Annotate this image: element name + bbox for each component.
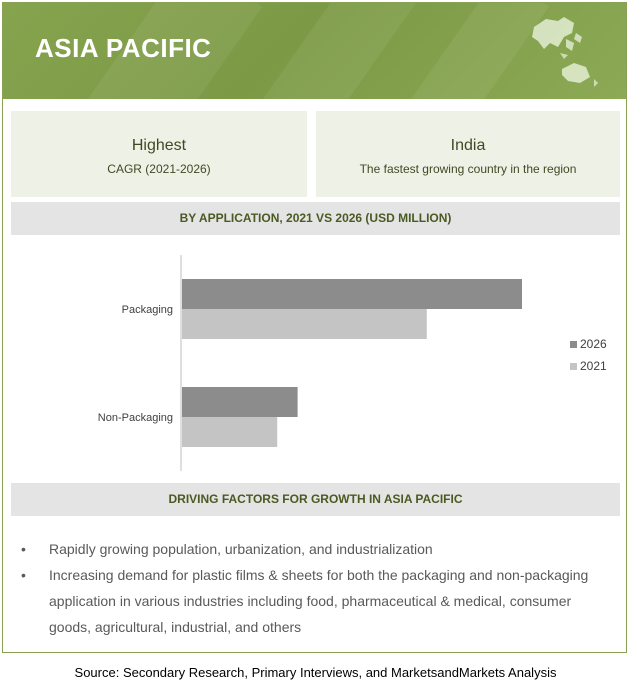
infographic-frame: [2, 2, 627, 653]
legend-label-2026: 2026: [580, 337, 607, 351]
bar-non-packaging-2026: [182, 387, 298, 417]
list-item: [21, 562, 611, 640]
highlight-card-cagr: [11, 111, 307, 197]
source-note: Source: Secondary Research, Primary Interviews, and MarketsandMarkets Analysis: [74, 665, 557, 680]
bar-non-packaging-2021: [182, 417, 277, 447]
chart-header: BY APPLICATION, 2021 VS 2026 (USD MILLION): [11, 202, 620, 235]
application-bar-chart: [3, 243, 627, 483]
legend-label-2021: 2021: [580, 359, 607, 373]
card-subtext: CAGR (2021-2026): [107, 162, 211, 176]
bullet-icon: •: [21, 567, 26, 583]
bullet-icon: •: [21, 541, 26, 557]
legend-swatch-2026: [570, 341, 577, 348]
card-headline: Highest: [131, 137, 187, 154]
legend-swatch-2021: [570, 363, 577, 370]
factor-text: Rapidly growing population, urbanization, and industrialization: [49, 541, 433, 557]
category-tick-label: Packaging: [121, 304, 173, 316]
banner-facet: [246, 3, 430, 99]
region-banner: [3, 3, 626, 99]
list-item: [21, 536, 611, 562]
highlight-card-country: [316, 111, 620, 197]
category-label-group: [98, 304, 173, 424]
asia-pacific-map-icon: [524, 13, 604, 89]
bar-series-group: [182, 279, 522, 447]
factor-text: Increasing demand for plastic films & sheets for both the packaging and non-packaging application in various industries including food, pharmaceutical & medical, consumer goods, agricultural, industrial, and others: [49, 567, 589, 635]
factors-header: DRIVING FACTORS FOR GROWTH IN ASIA PACIFIC: [11, 483, 620, 516]
category-tick-label: Non-Packaging: [97, 412, 173, 424]
banner-title: ASIA PACIFIC: [35, 33, 212, 63]
driving-factors-list: [21, 536, 611, 640]
card-subtext: The fastest growing country in the region: [359, 162, 577, 176]
bar-packaging-2021: [182, 309, 427, 339]
card-headline: India: [450, 137, 486, 154]
chart-legend: [570, 337, 607, 373]
bar-packaging-2026: [182, 279, 522, 309]
